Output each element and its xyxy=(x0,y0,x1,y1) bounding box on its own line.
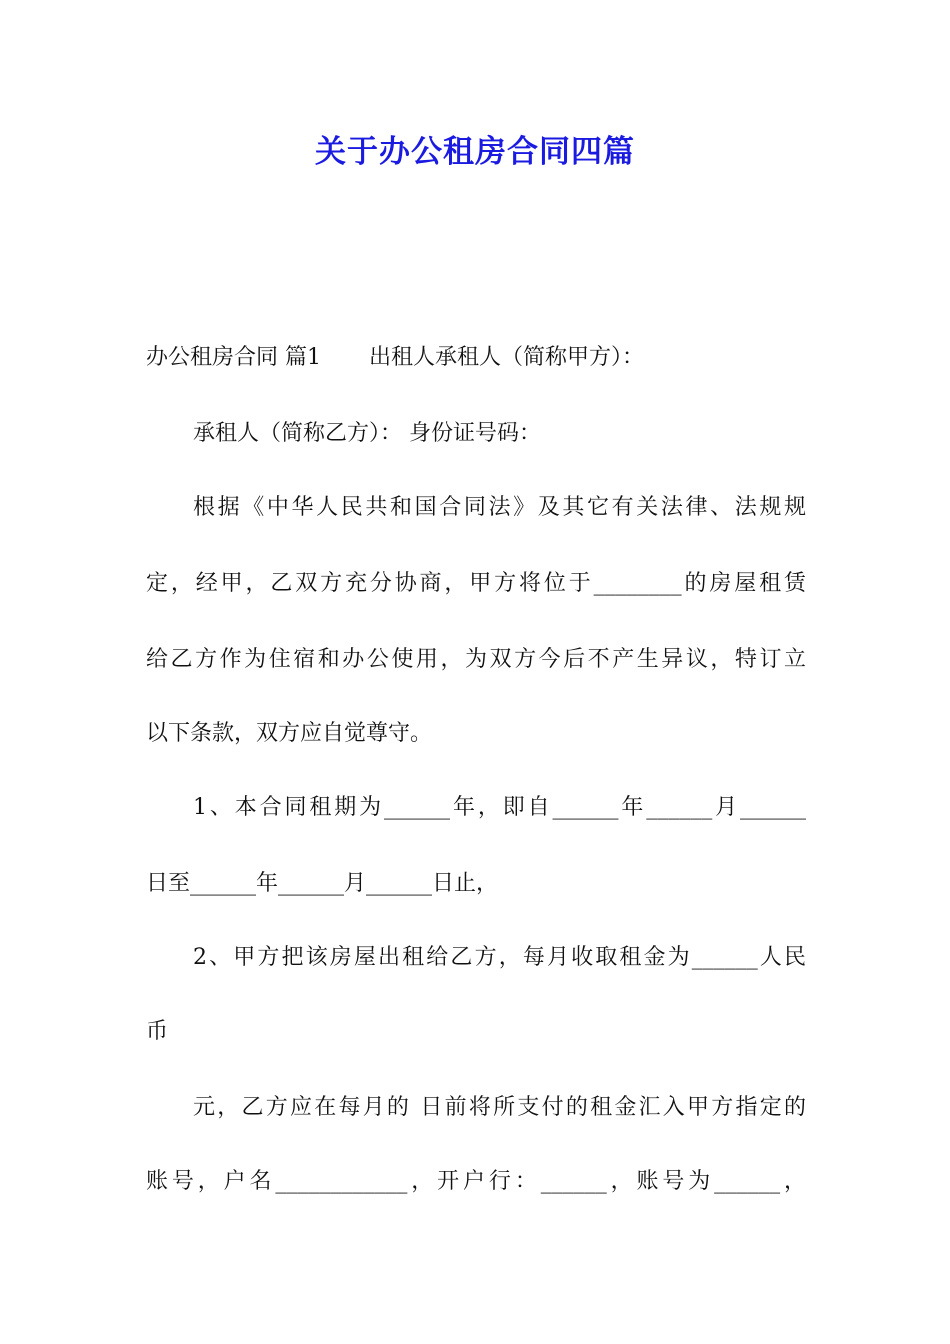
paragraph-line: 1、本合同租期为______年，即自______年______月______ xyxy=(193,795,806,820)
paragraph-line: 给乙方作为住宿和办公使用，为双方今后不产生异议，特订立 xyxy=(146,647,806,672)
paragraph-line: 承租人（简称乙方）： 身份证号码： xyxy=(193,421,541,446)
document-title: 关于办公租房合同四篇 xyxy=(315,134,635,170)
lessor-label: 出租人承租人（简称甲方）： xyxy=(369,345,645,370)
paragraph-line: 根据《中华人民共和国合同法》及其它有关法律、法规规 xyxy=(193,495,806,520)
paragraph-line xyxy=(146,340,806,376)
paragraph-line: 定，经甲，乙双方充分协商，甲方将位于________的房屋租赁 xyxy=(146,571,806,596)
contract-heading: 办公租房合同 篇1 xyxy=(146,345,321,370)
paragraph-line: 元，乙方应在每月的 日前将所支付的租金汇入甲方指定的 xyxy=(193,1095,806,1120)
paragraph-line: 账号，户名____________，开户行：______，账号为______， xyxy=(146,1169,806,1194)
paragraph-line: 2、甲方把该房屋出租给乙方，每月收取租金为______人民 xyxy=(193,945,806,970)
paragraph-line: 币 xyxy=(146,1019,169,1044)
paragraph-line: 日至______年______月______日止， xyxy=(146,871,499,896)
paragraph-line: 以下条款，双方应自觉尊守。 xyxy=(146,721,433,746)
